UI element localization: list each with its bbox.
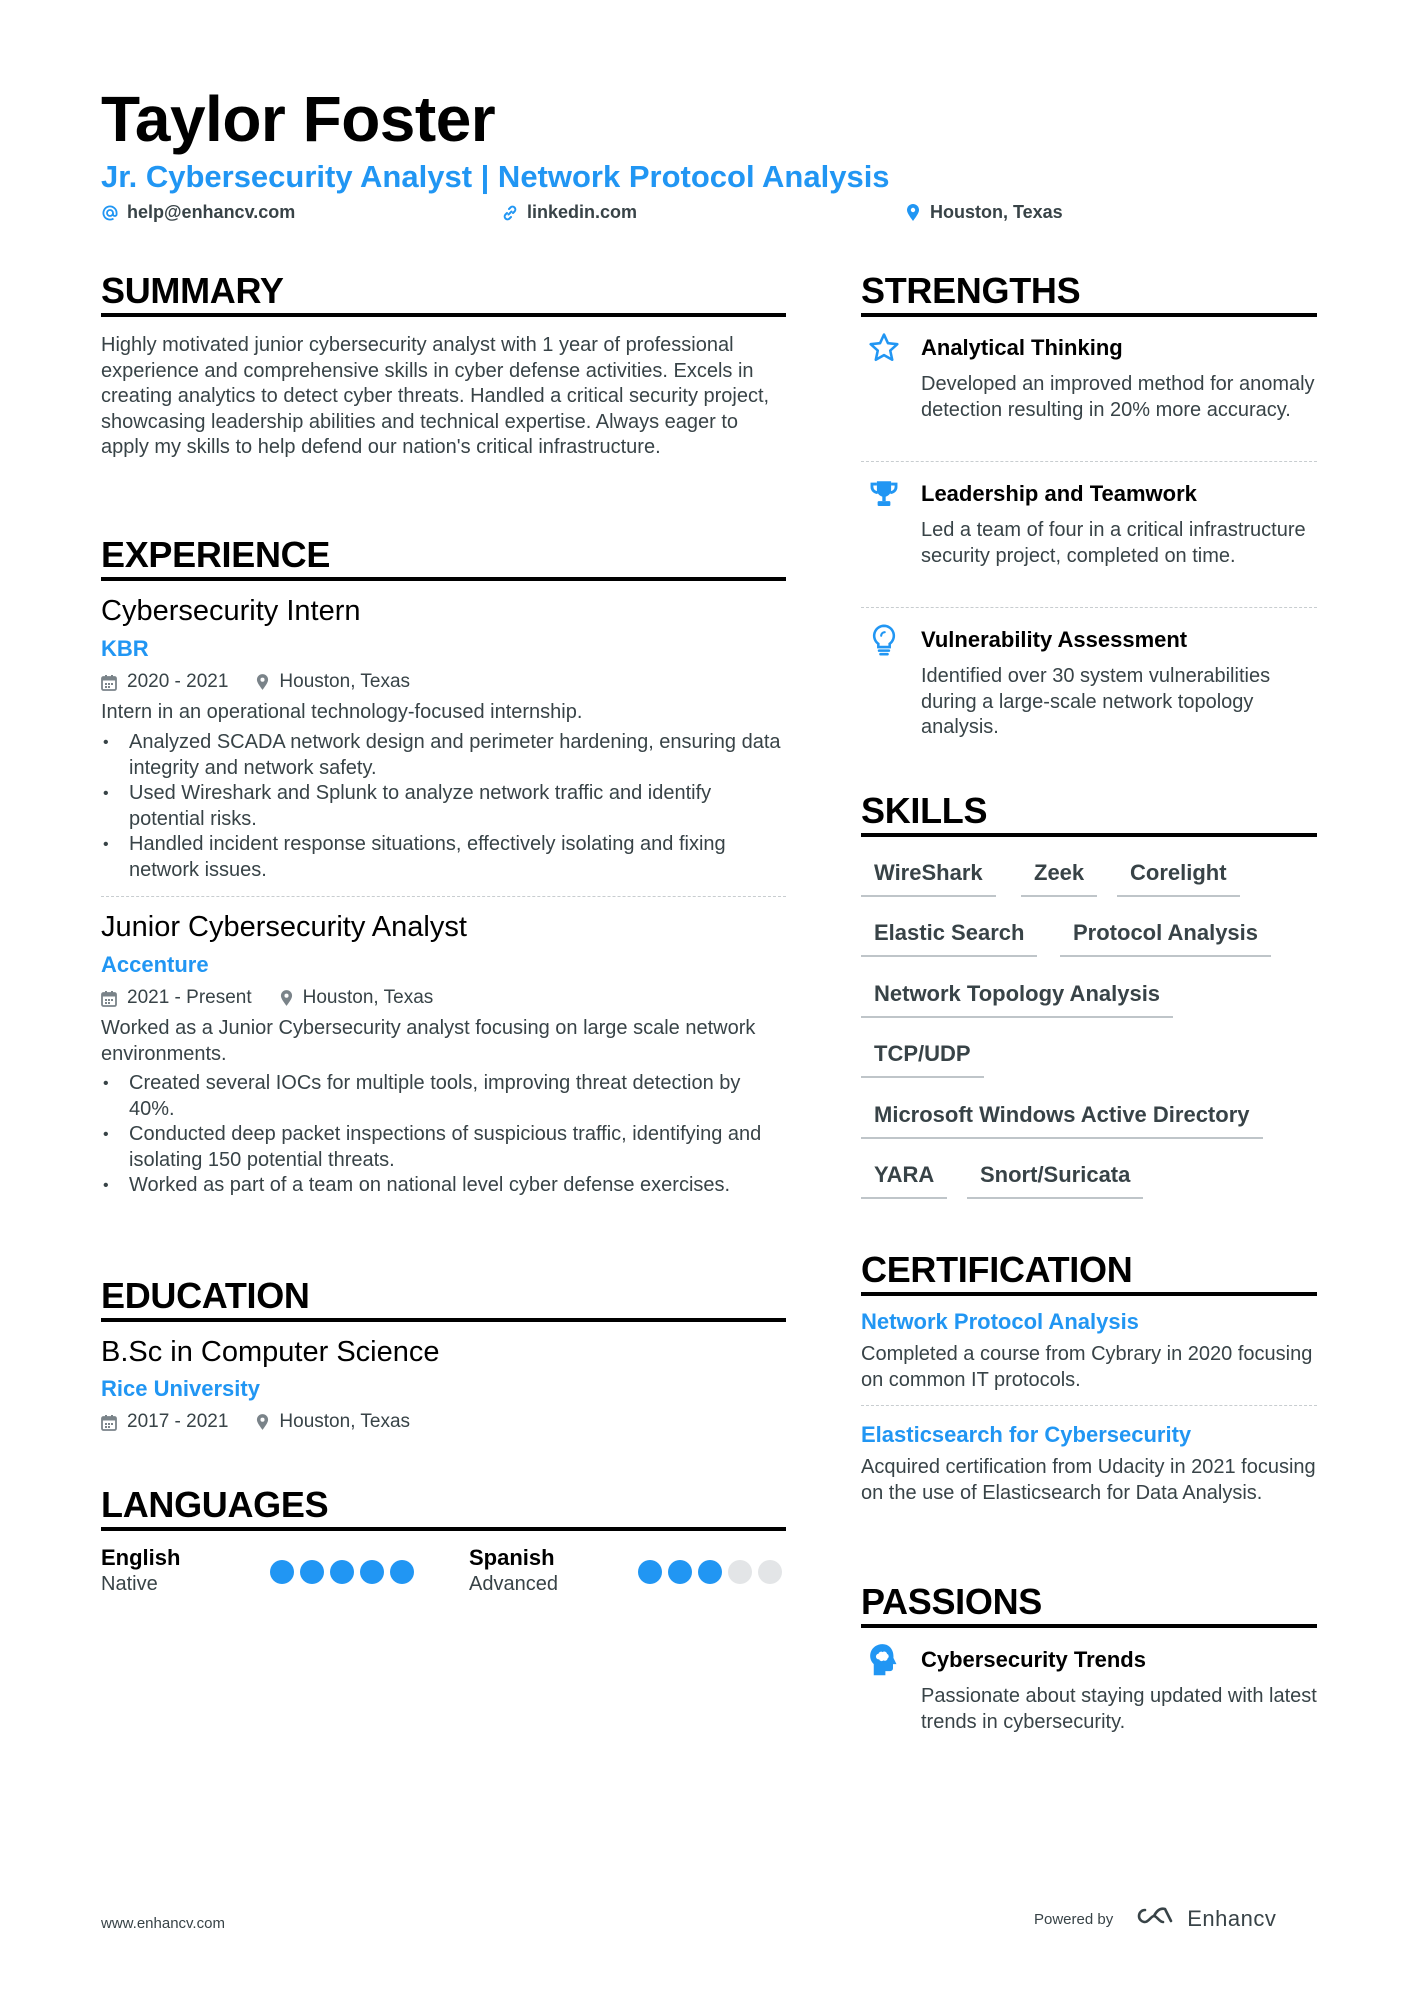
calendar-icon [101,674,117,691]
strength-divider [861,607,1317,608]
education-dates: 2017 - 2021 [127,1411,229,1432]
job-company: Accenture [101,952,209,977]
job-bullet: • Used Wireshark and Splunk to analyze network traffic and identify potential risks. [101,781,786,832]
experience-heading: EXPERIENCE [101,534,331,575]
skills-rule [861,833,1317,837]
job-title: Cybersecurity Intern [101,595,361,627]
job-company: KBR [101,636,149,661]
cert-text: Completed a course from Cybrary in 2020 focusing on common IT protocols. [861,1343,1313,1391]
strengths-heading: STRENGTHS [861,270,1081,311]
contact-linkedin-text: linkedin.com [527,202,638,222]
cert-title: Network Protocol Analysis [861,1309,1139,1334]
contact-linkedin[interactable] [501,202,637,223]
languages-heading: LANGUAGES [101,1484,329,1525]
skill-tag: Zeek [1021,859,1097,897]
education-heading: EDUCATION [101,1275,310,1316]
link-icon [501,204,519,222]
calendar-icon [101,990,117,1007]
language-level: Native [101,1573,158,1595]
job-description: Intern in an operational technology-focused internship. [101,701,583,723]
skill-tag: Microsoft Windows Active Directory [861,1101,1263,1139]
experience-rule [101,577,786,581]
rating-dot [698,1560,722,1584]
rating-dot [330,1560,354,1584]
skills-heading: SKILLS [861,790,988,831]
candidate-name: Taylor Foster [101,83,496,155]
strength-text: Identified over 30 system vulnerabilities during a large-scale network topology analysis. [921,665,1271,738]
strength-title: Vulnerability Assessment [921,627,1188,652]
language-level: Advanced [469,1573,558,1595]
contact-bar [101,202,1101,228]
skill-tag: Corelight [1117,859,1240,897]
skill-tag: YARA [861,1161,947,1199]
location-pin-icon [904,204,922,222]
enhancv-logo-icon [1131,1904,1177,1934]
degree-title: B.Sc in Computer Science [101,1336,440,1368]
certification-heading: CERTIFICATION [861,1249,1133,1290]
language-name: Spanish [469,1545,555,1570]
rating-dot [270,1560,294,1584]
summary-text: Highly motivated junior cybersecurity analyst with 1 year of professional experience and comprehensive skills in cyber defense activities. Excels in creating analytics to detect cyber threats. Handled a critical security project, showcasing leadership abilities and technical expertise. Always eager to apply my skills to help defend our nation's critical infrastructure. [101,334,770,458]
language-rating [638,1560,782,1584]
location-pin-icon [256,1414,269,1431]
contact-location-text: Houston, Texas [930,202,1063,222]
contact-location [904,202,1063,223]
job-bullet: • Conducted deep packet inspections of suspicious traffic, identifying and isolating 150 potential threats. [101,1122,786,1173]
contact-email-text: help@enhancv.com [127,202,296,222]
calendar-icon [101,1414,117,1431]
job-bullets [101,1071,786,1199]
languages-rule [101,1527,786,1531]
brand-name: Enhancv [1187,1906,1277,1931]
job-bullets [101,730,786,883]
school-name: Rice University [101,1376,260,1401]
education-rule [101,1318,786,1322]
rating-dot [300,1560,324,1584]
trophy-icon [864,474,904,514]
strength-title: Analytical Thinking [921,335,1123,360]
job-dates: 2021 - Present [127,987,252,1008]
passions-heading: PASSIONS [861,1581,1042,1622]
cert-divider [861,1405,1317,1406]
job-bullet: • Created several IOCs for multiple tools, improving threat detection by 40%. [101,1071,786,1122]
footer-website[interactable]: www.enhancv.com [101,1915,225,1932]
powered-by-label: Powered by [1034,1910,1114,1928]
location-pin-icon [280,990,293,1007]
location-pin-icon [256,674,269,691]
job-location: Houston, Texas [279,671,411,692]
job-divider [101,896,786,897]
rating-dot [360,1560,384,1584]
cert-title: Elasticsearch for Cybersecurity [861,1422,1192,1447]
passion-title: Cybersecurity Trends [921,1647,1146,1672]
language-name: English [101,1545,181,1570]
job-bullet: • Handled incident response situations, effectively isolating and fixing network issues. [101,832,786,883]
rating-dot [390,1560,414,1584]
head-brain-icon [864,1640,904,1680]
rating-dot [728,1560,752,1584]
skill-tag: Network Topology Analysis [861,980,1173,1018]
strength-text: Led a team of four in a critical infrastructure security project, completed on time. [921,519,1306,567]
skill-tag: Snort/Suricata [967,1161,1143,1199]
education-meta [101,1410,410,1434]
cert-text: Acquired certification from Udacity in 2021 focusing on the use of Elasticsearch for Data Analysis. [861,1456,1316,1504]
skill-tag: WireShark [861,859,996,897]
job-bullet: • Worked as part of a team on national level cyber defense exercises. [101,1173,786,1199]
footer-branding [1034,1904,1276,1934]
passions-rule [861,1624,1317,1628]
contact-email[interactable] [101,202,295,223]
rating-dot [758,1560,782,1584]
strength-divider [861,461,1317,462]
star-icon [864,328,904,368]
brand-logo [1131,1904,1276,1934]
strength-title: Leadership and Teamwork [921,481,1197,506]
skill-tag: TCP/UDP [861,1040,984,1078]
lightbulb-icon [864,620,904,660]
certification-rule [861,1292,1317,1296]
job-dates: 2020 - 2021 [127,671,229,692]
job-location: Houston, Texas [302,987,434,1008]
skill-tag: Elastic Search [861,919,1037,957]
job-description: Worked as a Junior Cybersecurity analyst focusing on large scale network environments. [101,1017,756,1065]
strength-text: Developed an improved method for anomaly detection resulting in 20% more accuracy. [921,373,1315,421]
job-meta [101,986,433,1010]
rating-dot [638,1560,662,1584]
at-icon [101,205,119,221]
education-location: Houston, Texas [279,1411,411,1432]
job-title: Junior Cybersecurity Analyst [101,911,467,943]
skill-tag: Protocol Analysis [1060,919,1271,957]
language-rating [270,1560,414,1584]
job-bullet: • Analyzed SCADA network design and perimeter hardening, ensuring data integrity and network safety. [101,730,786,781]
job-meta [101,670,410,694]
rating-dot [668,1560,692,1584]
summary-rule [101,313,786,317]
strengths-rule [861,313,1317,317]
passion-text: Passionate about staying updated with latest trends in cybersecurity. [921,1685,1317,1733]
summary-heading: SUMMARY [101,270,284,311]
candidate-role: Jr. Cybersecurity Analyst | Network Protocol Analysis [101,159,890,194]
